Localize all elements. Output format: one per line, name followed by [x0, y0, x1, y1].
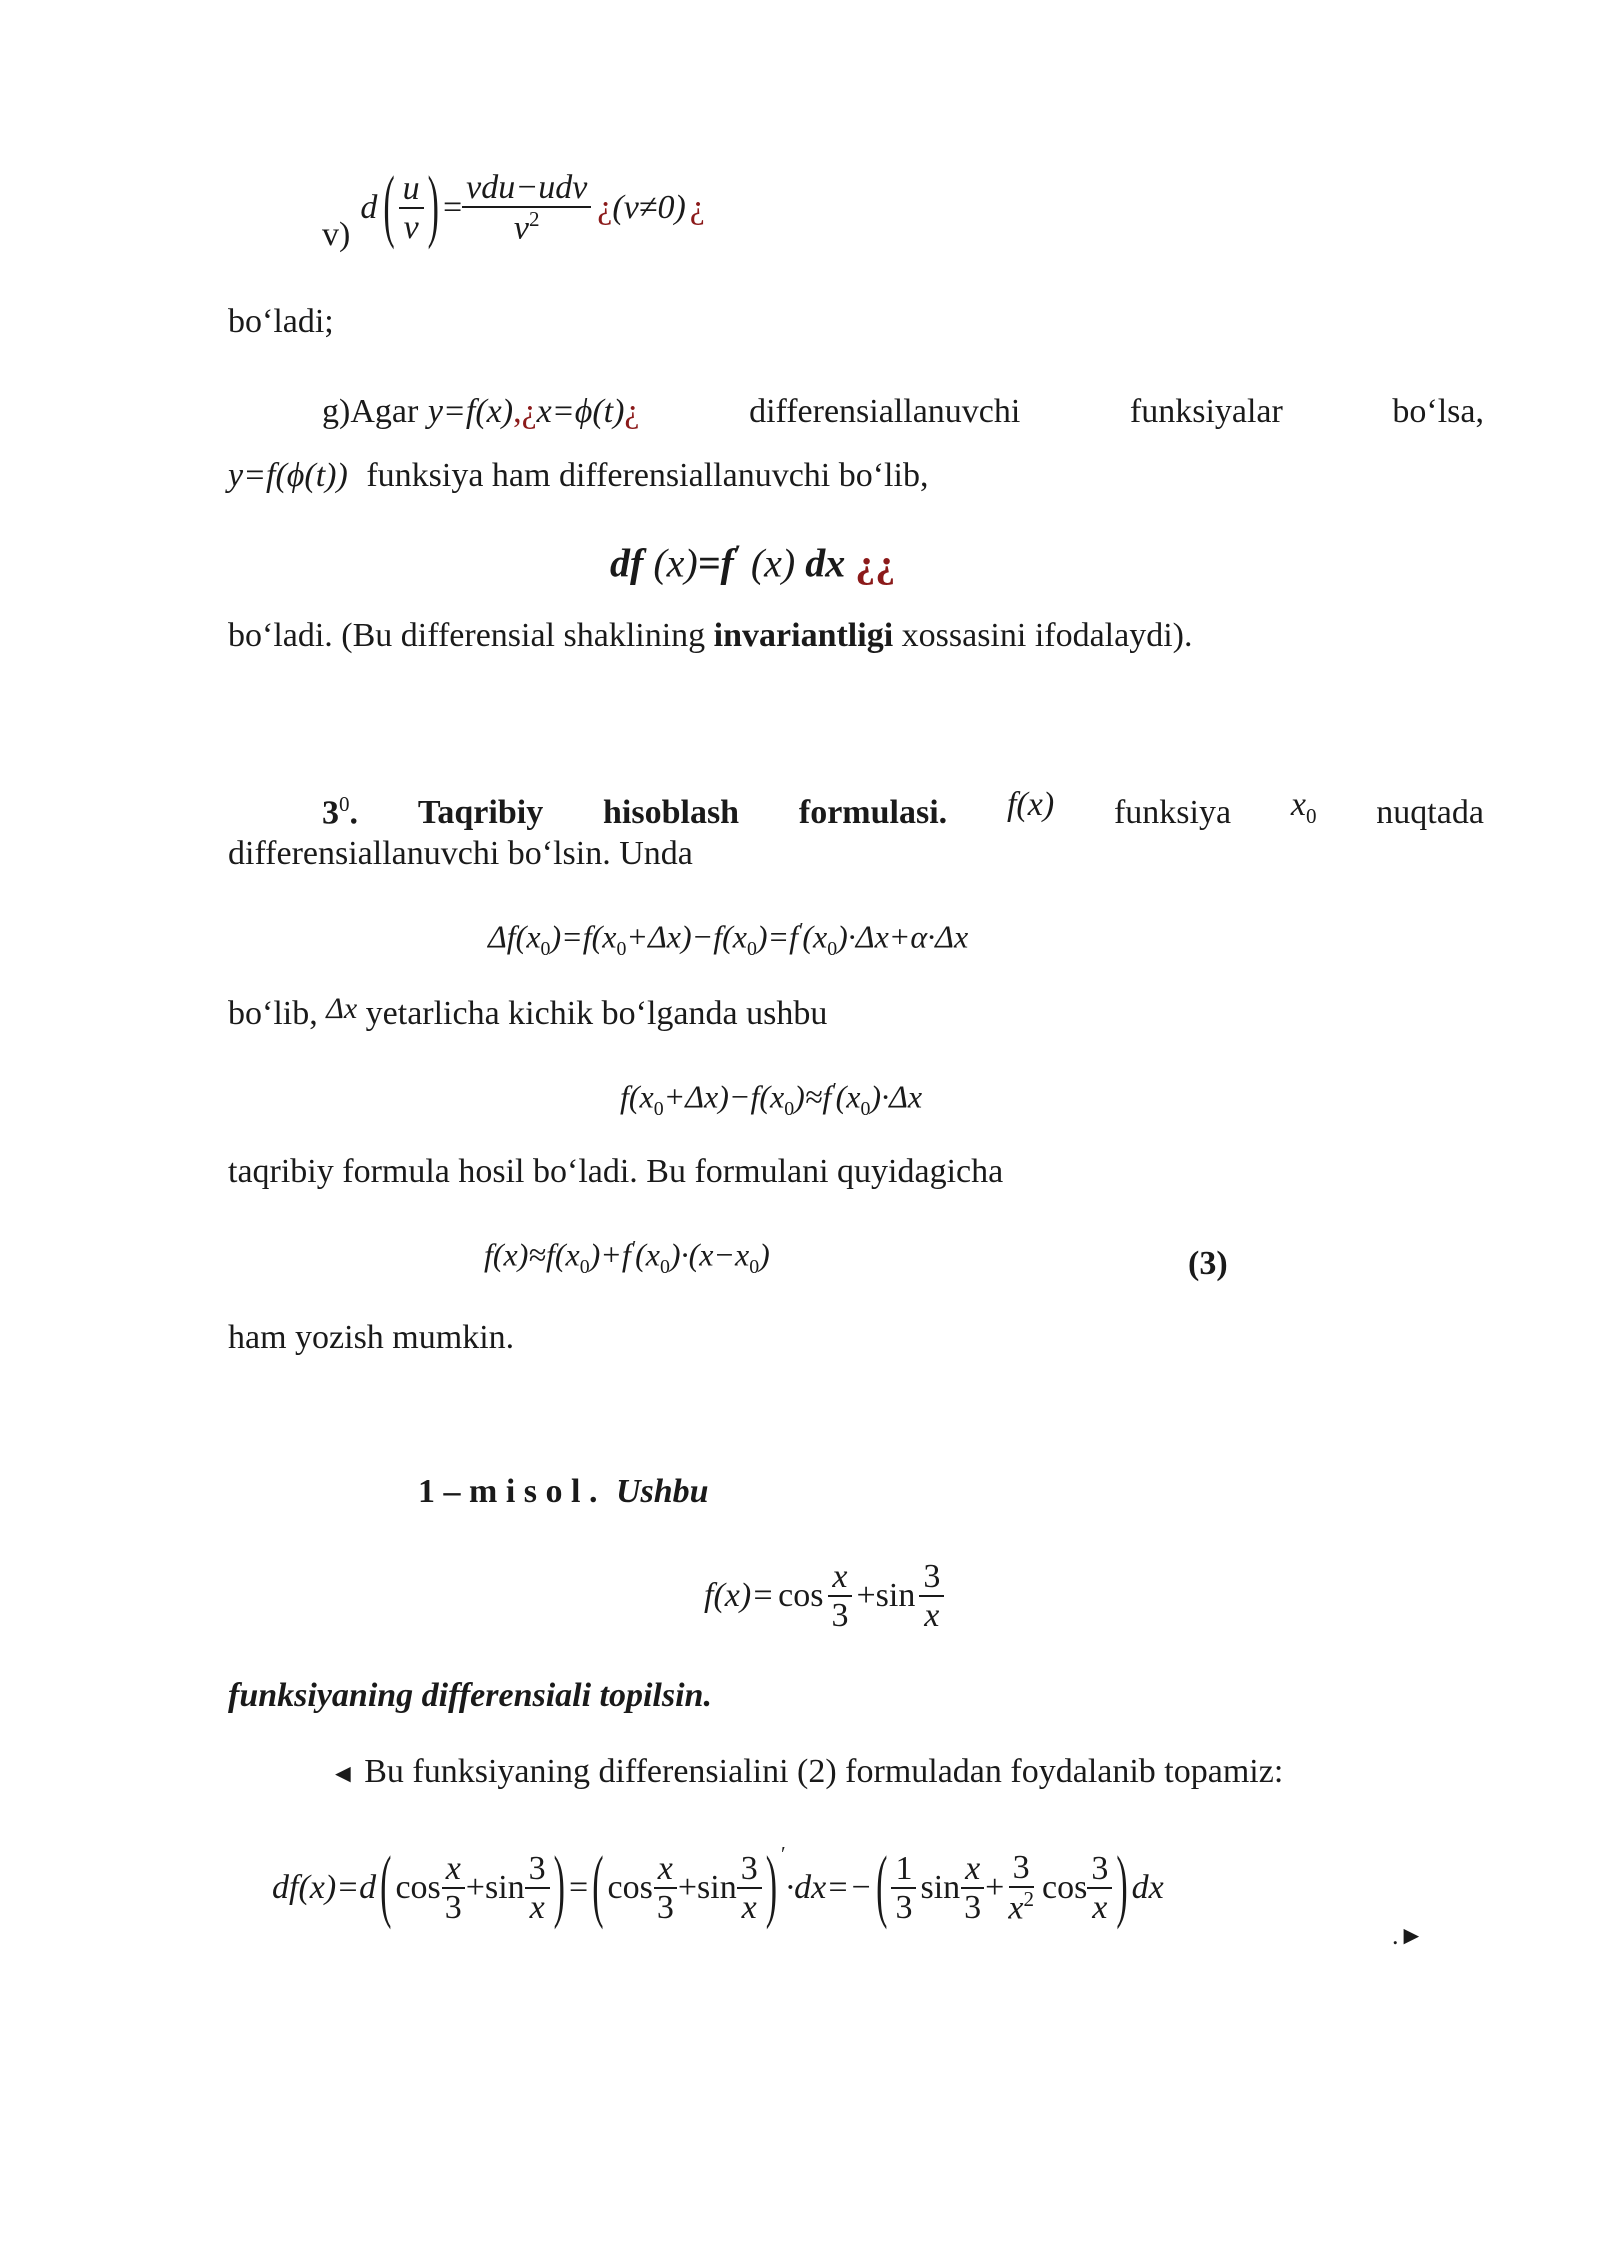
math-y-f-phi-t: y=f(ϕ(t)) [228, 457, 348, 494]
text-boladi-invariant: bo‘ladi. (Bu differensial shaklining invariantligi xossasini ifodalaydi). [228, 617, 1193, 654]
text-bolib: bo‘lib, Δx yetarlicha kichik bo‘lganda ushbu [228, 992, 828, 1032]
example-task: funksiyaning differensiali topilsin. [228, 1677, 712, 1714]
math-f-x: f(x) [1006, 786, 1055, 824]
formula-df-invariant: df (x)=f′ (x) dx ¿¿ [610, 540, 896, 586]
solution-start-marker: ◄ [330, 1759, 356, 1788]
formula-approx-increment: $f(x_0+\Delta x)-f(x_0)\approx f'(x_0)\cdot\Delta x$ [620, 1078, 923, 1121]
formula-quotient-differential: v) d ( $\frac{u}{v}$ ) = $\frac{\text{vdu−udv}}{v^2}$ ¿ (v≠0) ¿ [322, 162, 705, 253]
item-label-v: v) [322, 216, 351, 253]
formula-final-differential: df (x)=d ( cos $\frac{x}{3}$ + sin $\frac{3}{x}$ ) = ( cos $\frac{x}{3}$ + sin $\frac{3}{x}$ ) ′ ·dx=− ( $\frac{1}{3}$ sin $\frac{x}{3}$ + $\frac{3}{x^2}$ cos $\frac{3}{x}$ ) dx [272, 1842, 1164, 1932]
fraction-u-over-v: $\frac{u}{v}$ [399, 170, 424, 247]
fraction-3-over-x: $\frac{3}{x}$ [919, 1558, 944, 1635]
formula-number-3: (3) [1188, 1245, 1228, 1282]
section-3-heading: $3^0$. Taqribiy hisoblash formulasi. f(x) funksiya $x_0$ nuqtada [322, 784, 1484, 844]
math-y-f-x-phi-t: y=f(x),¿x=ϕ(t)¿ [427, 393, 640, 430]
fraction-vdu-udv: $\frac{\text{vdu−udv}}{v^2}$ [462, 169, 591, 247]
text-ham-yozish: ham yozish mumkin. [228, 1319, 515, 1356]
math-x0: $x_0$ [1290, 786, 1317, 829]
section-3-line2: differensiallanuvchi bo‘lsin. Unda [228, 835, 693, 872]
text-boladi-1: bo‘ladi; [228, 303, 334, 340]
solution-end-marker: .► [1392, 1921, 1425, 1950]
fraction-x-over-3: $\frac{x}{3}$ [827, 1558, 852, 1635]
text-taqribiy: taqribiy formula hosil bo‘ladi. Bu formulani quyidagicha [228, 1153, 1004, 1190]
formula-3-linear-approx: $f(x)\approx f(x_0)+f'(x_0)\cdot(x-x_0)$ [484, 1236, 770, 1279]
paragraph-g-line1: g)Agar y=f(x),¿x=ϕ(t)¿ differensiallanuvchi funksiyalar bo‘lsa, [322, 393, 1484, 430]
solution-intro: ◄ Bu funksiyaning differensialini (2) formuladan foydalanib topamiz: [330, 1753, 1284, 1790]
math-delta-x: Δx [326, 992, 358, 1025]
condition-v-nonzero: (v≠0) [612, 189, 686, 226]
formula-increment: $\Delta f(x_0)=f(x_0+\Delta x)-f(x_0)=f'(x_0)\cdot\Delta x+\alpha\cdot\Delta x$ [488, 918, 969, 961]
formula-example-function: f (x)= cos $\frac{x}{3}$ + sin $\frac{3}{x}$ [704, 1546, 948, 1646]
paragraph-g-line2: y=f(ϕ(t)) funksiya ham differensiallanuvchi bo‘lib, [228, 457, 929, 494]
d-operator: d [360, 189, 378, 226]
example-1-heading: 1 – m i s o l . Ushbu [418, 1473, 709, 1510]
